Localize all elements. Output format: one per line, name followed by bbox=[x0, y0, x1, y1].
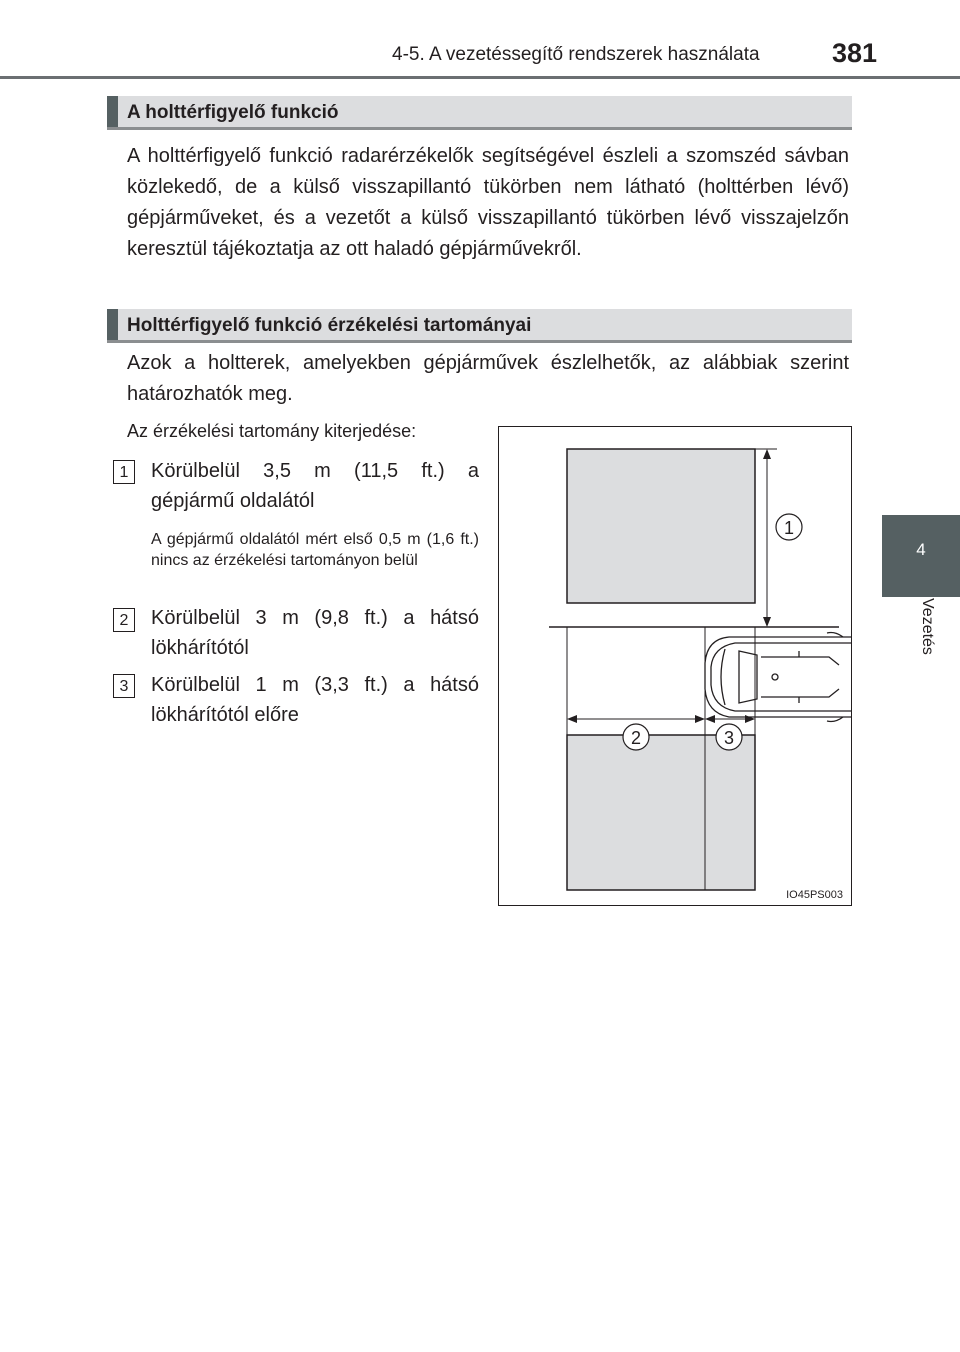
header-rule bbox=[0, 76, 960, 79]
item-text: Körülbelül 3,5 m (11,5 ft.) a gépjármű oldalától bbox=[151, 460, 479, 512]
callout-3 bbox=[716, 724, 742, 750]
section-heading-detection-areas bbox=[107, 309, 852, 343]
callout-label-3: 3 bbox=[723, 728, 735, 748]
callout-label-1: 1 bbox=[783, 518, 795, 538]
rear-detection-zone bbox=[567, 735, 755, 890]
header-chapter-title: 4-5. A vezetéssegítő rendszerek használata bbox=[392, 44, 760, 65]
section-heading-blind-spot bbox=[107, 96, 852, 130]
section1-paragraph: A holttérfigyelő funkció radarérzékelők segítségével észleli a szomszéd sávban közlekedő, de a külső visszapillantó tükörben nem látható (holttérben lévő) gépjárműveket, és a vezetőt a külső visszapillantó tükörben lévő visszajelzőn keresztül tájékoztatja az ott haladó gépjárművekről. bbox=[127, 145, 849, 260]
section-heading-label: Holttérfigyelő funkció érzékelési tartományai bbox=[127, 315, 532, 336]
callout-label-2: 2 bbox=[630, 728, 642, 748]
heading-accent bbox=[107, 309, 118, 340]
car-icon bbox=[705, 633, 851, 722]
heading-accent bbox=[107, 96, 118, 127]
item-note: A gépjármű oldalától mért első 0,5 m (1,6 ft.) nincs az érzékelési tartományon belül bbox=[151, 531, 479, 569]
item-text: Körülbelül 1 m (3,3 ft.) a hátsó lökhárítótól előre bbox=[151, 674, 479, 726]
callout-2 bbox=[623, 724, 649, 750]
side-detection-zone bbox=[567, 449, 755, 603]
detection-range-diagram bbox=[499, 427, 851, 905]
page-number: 381 bbox=[832, 38, 878, 68]
item-number-box: 2 bbox=[113, 608, 135, 632]
item-number-box: 3 bbox=[113, 674, 135, 698]
section-heading-label: A holttérfigyelő funkció bbox=[127, 102, 339, 123]
item-text: Körülbelül 3 m (9,8 ft.) a hátsó lökhárítótól bbox=[151, 607, 479, 659]
chapter-name: Vezetés bbox=[919, 598, 936, 655]
chapter-number: 4 bbox=[916, 540, 926, 559]
figure-code: IO45PS003 bbox=[786, 889, 843, 901]
detection-range-figure bbox=[498, 426, 852, 906]
callout-1 bbox=[776, 514, 802, 540]
section2-paragraph: Azok a holtterek, amelyekben gépjárművek észlelhetők, az alábbiak szerint határozhatók meg. bbox=[127, 352, 849, 405]
item-number-box: 1 bbox=[113, 460, 135, 484]
range-intro: Az érzékelési tartomány kiterjedése: bbox=[127, 421, 417, 441]
